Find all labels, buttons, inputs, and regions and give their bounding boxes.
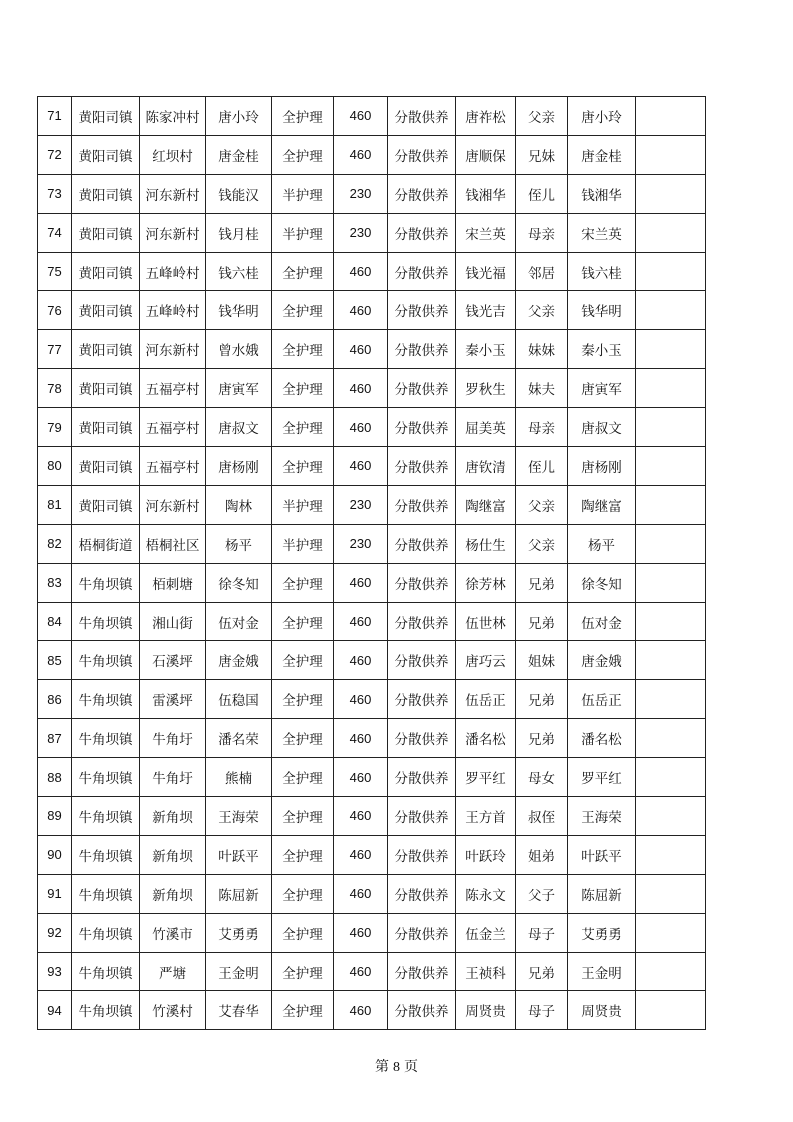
cell-name: 唐金娥 (206, 641, 272, 680)
cell-town: 黄阳司镇 (72, 174, 140, 213)
cell-village: 雷溪坪 (140, 680, 206, 719)
cell-support-mode: 分散供养 (388, 719, 456, 758)
cell-care-level: 全护理 (272, 97, 334, 136)
table-row (38, 369, 706, 408)
cell-guardian: 陶继富 (456, 485, 516, 524)
cell-amount: 460 (334, 758, 388, 797)
cell-note (636, 447, 706, 486)
cell-support-mode: 分散供养 (388, 991, 456, 1030)
cell-note (636, 291, 706, 330)
cell-town: 牛角坝镇 (72, 797, 140, 836)
cell-care-level: 全护理 (272, 680, 334, 719)
cell-support-mode: 分散供养 (388, 252, 456, 291)
cell-name: 伍稳国 (206, 680, 272, 719)
cell-relation: 父亲 (516, 485, 568, 524)
cell-support-mode: 分散供养 (388, 952, 456, 991)
cell-amount: 460 (334, 291, 388, 330)
cell-support-mode: 分散供养 (388, 291, 456, 330)
cell-name: 唐小玲 (206, 97, 272, 136)
cell-town: 牛角坝镇 (72, 874, 140, 913)
cell-name: 唐叔文 (206, 408, 272, 447)
cell-amount: 460 (334, 602, 388, 641)
cell-note (636, 97, 706, 136)
cell-care-level: 全护理 (272, 447, 334, 486)
cell-guardian: 唐祚松 (456, 97, 516, 136)
table-row (38, 913, 706, 952)
table-row (38, 524, 706, 563)
cell-payee: 周贤贵 (568, 991, 636, 1030)
cell-note (636, 563, 706, 602)
page-number: 8 (393, 1060, 400, 1075)
cell-village: 五福亭村 (140, 447, 206, 486)
cell-note (636, 952, 706, 991)
cell-guardian: 唐巧云 (456, 641, 516, 680)
cell-care-level: 全护理 (272, 874, 334, 913)
cell-name: 徐冬知 (206, 563, 272, 602)
cell-relation: 兄弟 (516, 680, 568, 719)
cell-town: 梧桐街道 (72, 524, 140, 563)
cell-name: 钱能汉 (206, 174, 272, 213)
cell-relation: 兄弟 (516, 952, 568, 991)
cell-support-mode: 分散供养 (388, 174, 456, 213)
cell-guardian: 钱湘华 (456, 174, 516, 213)
cell-support-mode: 分散供养 (388, 835, 456, 874)
cell-support-mode: 分散供养 (388, 524, 456, 563)
cell-relation: 父亲 (516, 97, 568, 136)
cell-no: 88 (38, 758, 72, 797)
cell-support-mode: 分散供养 (388, 602, 456, 641)
cell-payee: 钱华明 (568, 291, 636, 330)
cell-payee: 钱湘华 (568, 174, 636, 213)
cell-name: 唐寅军 (206, 369, 272, 408)
cell-relation: 母亲 (516, 213, 568, 252)
cell-town: 黄阳司镇 (72, 330, 140, 369)
cell-relation: 侄儿 (516, 447, 568, 486)
page-footer-prefix: 第 (375, 1059, 389, 1075)
table-row (38, 485, 706, 524)
cell-village: 竹溪村 (140, 991, 206, 1030)
cell-payee: 钱六桂 (568, 252, 636, 291)
cell-amount: 460 (334, 797, 388, 836)
cell-town: 牛角坝镇 (72, 913, 140, 952)
cell-name: 曾水娥 (206, 330, 272, 369)
cell-relation: 邻居 (516, 252, 568, 291)
cell-no: 81 (38, 485, 72, 524)
cell-no: 90 (38, 835, 72, 874)
cell-note (636, 408, 706, 447)
cell-town: 牛角坝镇 (72, 563, 140, 602)
table-row (38, 291, 706, 330)
cell-care-level: 全护理 (272, 758, 334, 797)
cell-no: 83 (38, 563, 72, 602)
cell-no: 77 (38, 330, 72, 369)
cell-payee: 王金明 (568, 952, 636, 991)
cell-support-mode: 分散供养 (388, 641, 456, 680)
cell-town: 牛角坝镇 (72, 719, 140, 758)
cell-relation: 侄儿 (516, 174, 568, 213)
cell-village: 新角坝 (140, 835, 206, 874)
cell-town: 黄阳司镇 (72, 213, 140, 252)
cell-no: 94 (38, 991, 72, 1030)
cell-village: 竹溪市 (140, 913, 206, 952)
cell-note (636, 797, 706, 836)
cell-amount: 460 (334, 641, 388, 680)
cell-relation: 母亲 (516, 408, 568, 447)
cell-relation: 兄妹 (516, 135, 568, 174)
cell-relation: 妹夫 (516, 369, 568, 408)
cell-no: 93 (38, 952, 72, 991)
cell-name: 杨平 (206, 524, 272, 563)
cell-support-mode: 分散供养 (388, 680, 456, 719)
cell-amount: 460 (334, 952, 388, 991)
cell-town: 黄阳司镇 (72, 485, 140, 524)
cell-guardian: 唐钦清 (456, 447, 516, 486)
cell-name: 潘名荣 (206, 719, 272, 758)
cell-no: 87 (38, 719, 72, 758)
cell-name: 唐金桂 (206, 135, 272, 174)
cell-note (636, 991, 706, 1030)
cell-village: 五峰岭村 (140, 291, 206, 330)
cell-village: 河东新村 (140, 174, 206, 213)
cell-amount: 460 (334, 680, 388, 719)
cell-village: 牛角圩 (140, 719, 206, 758)
cell-payee: 唐金桂 (568, 135, 636, 174)
cell-support-mode: 分散供养 (388, 408, 456, 447)
cell-relation: 父子 (516, 874, 568, 913)
cell-town: 黄阳司镇 (72, 447, 140, 486)
cell-amount: 460 (334, 97, 388, 136)
cell-amount: 460 (334, 369, 388, 408)
cell-no: 86 (38, 680, 72, 719)
cell-village: 石溪坪 (140, 641, 206, 680)
cell-relation: 兄弟 (516, 563, 568, 602)
cell-note (636, 174, 706, 213)
cell-relation: 妹妹 (516, 330, 568, 369)
cell-guardian: 周贤贵 (456, 991, 516, 1030)
cell-payee: 伍岳正 (568, 680, 636, 719)
cell-name: 伍对金 (206, 602, 272, 641)
cell-village: 牛角圩 (140, 758, 206, 797)
cell-guardian: 钱光吉 (456, 291, 516, 330)
cell-payee: 陶继富 (568, 485, 636, 524)
cell-village: 栢刺塘 (140, 563, 206, 602)
cell-payee: 秦小玉 (568, 330, 636, 369)
cell-care-level: 半护理 (272, 485, 334, 524)
cell-care-level: 全护理 (272, 719, 334, 758)
cell-amount: 460 (334, 330, 388, 369)
cell-village: 河东新村 (140, 213, 206, 252)
cell-care-level: 半护理 (272, 524, 334, 563)
cell-guardian: 伍金兰 (456, 913, 516, 952)
cell-note (636, 874, 706, 913)
cell-payee: 唐金娥 (568, 641, 636, 680)
cell-payee: 艾勇勇 (568, 913, 636, 952)
cell-town: 黄阳司镇 (72, 408, 140, 447)
cell-support-mode: 分散供养 (388, 874, 456, 913)
table-row (38, 952, 706, 991)
cell-relation: 叔侄 (516, 797, 568, 836)
cell-village: 河东新村 (140, 485, 206, 524)
cell-village: 严塘 (140, 952, 206, 991)
table-row (38, 563, 706, 602)
cell-no: 75 (38, 252, 72, 291)
cell-amount: 460 (334, 913, 388, 952)
cell-payee: 唐小玲 (568, 97, 636, 136)
cell-care-level: 全护理 (272, 369, 334, 408)
cell-name: 艾勇勇 (206, 913, 272, 952)
cell-care-level: 半护理 (272, 174, 334, 213)
cell-note (636, 835, 706, 874)
cell-note (636, 913, 706, 952)
cell-town: 牛角坝镇 (72, 641, 140, 680)
cell-no: 92 (38, 913, 72, 952)
cell-name: 陈屈新 (206, 874, 272, 913)
cell-relation: 姐弟 (516, 835, 568, 874)
cell-guardian: 潘名松 (456, 719, 516, 758)
cell-payee: 陈屈新 (568, 874, 636, 913)
cell-no: 71 (38, 97, 72, 136)
cell-guardian: 王方首 (456, 797, 516, 836)
cell-payee: 伍对金 (568, 602, 636, 641)
roster-body (38, 97, 706, 1030)
cell-guardian: 秦小玉 (456, 330, 516, 369)
cell-name: 艾春华 (206, 991, 272, 1030)
cell-no: 76 (38, 291, 72, 330)
cell-care-level: 全护理 (272, 330, 334, 369)
cell-care-level: 全护理 (272, 835, 334, 874)
cell-guardian: 罗秋生 (456, 369, 516, 408)
cell-guardian: 钱光福 (456, 252, 516, 291)
page-footer (0, 1056, 793, 1076)
cell-amount: 230 (334, 174, 388, 213)
cell-support-mode: 分散供养 (388, 913, 456, 952)
cell-support-mode: 分散供养 (388, 485, 456, 524)
cell-no: 89 (38, 797, 72, 836)
table-row (38, 408, 706, 447)
roster-table (37, 96, 706, 1030)
cell-note (636, 213, 706, 252)
cell-village: 河东新村 (140, 330, 206, 369)
cell-care-level: 全护理 (272, 913, 334, 952)
cell-name: 陶林 (206, 485, 272, 524)
cell-amount: 230 (334, 485, 388, 524)
table-row (38, 213, 706, 252)
cell-payee: 杨平 (568, 524, 636, 563)
cell-village: 红坝村 (140, 135, 206, 174)
cell-name: 唐杨刚 (206, 447, 272, 486)
cell-amount: 460 (334, 252, 388, 291)
cell-note (636, 369, 706, 408)
cell-town: 牛角坝镇 (72, 758, 140, 797)
cell-amount: 460 (334, 563, 388, 602)
cell-payee: 徐冬知 (568, 563, 636, 602)
cell-no: 82 (38, 524, 72, 563)
cell-town: 牛角坝镇 (72, 952, 140, 991)
cell-payee: 唐杨刚 (568, 447, 636, 486)
cell-care-level: 全护理 (272, 252, 334, 291)
table-row (38, 719, 706, 758)
cell-care-level: 全护理 (272, 602, 334, 641)
cell-name: 熊楠 (206, 758, 272, 797)
cell-note (636, 680, 706, 719)
table-row (38, 835, 706, 874)
cell-care-level: 全护理 (272, 952, 334, 991)
table-row (38, 874, 706, 913)
cell-guardian: 屈美英 (456, 408, 516, 447)
cell-no: 85 (38, 641, 72, 680)
table-row (38, 97, 706, 136)
cell-town: 牛角坝镇 (72, 602, 140, 641)
table-row (38, 797, 706, 836)
table-row (38, 758, 706, 797)
cell-amount: 460 (334, 991, 388, 1030)
cell-no: 78 (38, 369, 72, 408)
cell-note (636, 135, 706, 174)
table-row (38, 991, 706, 1030)
cell-care-level: 全护理 (272, 291, 334, 330)
cell-care-level: 全护理 (272, 641, 334, 680)
cell-name: 钱六桂 (206, 252, 272, 291)
cell-village: 新角坝 (140, 797, 206, 836)
cell-amount: 460 (334, 719, 388, 758)
cell-no: 84 (38, 602, 72, 641)
cell-village: 五福亭村 (140, 408, 206, 447)
table-row (38, 680, 706, 719)
cell-amount: 460 (334, 135, 388, 174)
cell-no: 72 (38, 135, 72, 174)
cell-care-level: 全护理 (272, 408, 334, 447)
table-row (38, 641, 706, 680)
cell-town: 黄阳司镇 (72, 97, 140, 136)
cell-no: 73 (38, 174, 72, 213)
table-row (38, 252, 706, 291)
cell-support-mode: 分散供养 (388, 447, 456, 486)
cell-town: 黄阳司镇 (72, 135, 140, 174)
cell-guardian: 王祯科 (456, 952, 516, 991)
cell-name: 王金明 (206, 952, 272, 991)
cell-payee: 唐叔文 (568, 408, 636, 447)
cell-support-mode: 分散供养 (388, 213, 456, 252)
table-row (38, 447, 706, 486)
cell-care-level: 全护理 (272, 135, 334, 174)
cell-town: 牛角坝镇 (72, 835, 140, 874)
cell-care-level: 半护理 (272, 213, 334, 252)
cell-village: 新角坝 (140, 874, 206, 913)
page-footer-suffix: 页 (404, 1059, 418, 1075)
cell-village: 湘山街 (140, 602, 206, 641)
cell-amount: 460 (334, 835, 388, 874)
cell-amount: 230 (334, 213, 388, 252)
cell-guardian: 叶跃玲 (456, 835, 516, 874)
cell-support-mode: 分散供养 (388, 797, 456, 836)
cell-support-mode: 分散供养 (388, 97, 456, 136)
cell-relation: 父亲 (516, 291, 568, 330)
cell-name: 叶跃平 (206, 835, 272, 874)
cell-town: 牛角坝镇 (72, 680, 140, 719)
cell-note (636, 602, 706, 641)
table-row (38, 174, 706, 213)
cell-support-mode: 分散供养 (388, 135, 456, 174)
cell-payee: 罗平红 (568, 758, 636, 797)
cell-guardian: 宋兰英 (456, 213, 516, 252)
cell-amount: 460 (334, 447, 388, 486)
cell-village: 五峰岭村 (140, 252, 206, 291)
cell-payee: 叶跃平 (568, 835, 636, 874)
cell-payee: 潘名松 (568, 719, 636, 758)
cell-note (636, 758, 706, 797)
cell-relation: 兄弟 (516, 719, 568, 758)
cell-guardian: 罗平红 (456, 758, 516, 797)
cell-town: 牛角坝镇 (72, 991, 140, 1030)
cell-support-mode: 分散供养 (388, 563, 456, 602)
cell-relation: 兄弟 (516, 602, 568, 641)
table-row (38, 330, 706, 369)
cell-note (636, 252, 706, 291)
cell-payee: 宋兰英 (568, 213, 636, 252)
cell-note (636, 524, 706, 563)
cell-no: 79 (38, 408, 72, 447)
cell-town: 黄阳司镇 (72, 369, 140, 408)
cell-no: 80 (38, 447, 72, 486)
cell-guardian: 伍岳正 (456, 680, 516, 719)
cell-relation: 母子 (516, 991, 568, 1030)
cell-support-mode: 分散供养 (388, 758, 456, 797)
table-row (38, 135, 706, 174)
cell-relation: 姐妹 (516, 641, 568, 680)
cell-note (636, 330, 706, 369)
cell-guardian: 伍世林 (456, 602, 516, 641)
cell-amount: 460 (334, 874, 388, 913)
cell-amount: 230 (334, 524, 388, 563)
cell-no: 74 (38, 213, 72, 252)
cell-guardian: 唐顺保 (456, 135, 516, 174)
cell-guardian: 徐芳林 (456, 563, 516, 602)
cell-care-level: 全护理 (272, 991, 334, 1030)
cell-guardian: 陈永文 (456, 874, 516, 913)
cell-guardian: 杨仕生 (456, 524, 516, 563)
cell-note (636, 641, 706, 680)
cell-no: 91 (38, 874, 72, 913)
cell-amount: 460 (334, 408, 388, 447)
cell-relation: 母子 (516, 913, 568, 952)
cell-care-level: 全护理 (272, 563, 334, 602)
cell-care-level: 全护理 (272, 797, 334, 836)
cell-support-mode: 分散供养 (388, 330, 456, 369)
cell-town: 黄阳司镇 (72, 291, 140, 330)
cell-relation: 父亲 (516, 524, 568, 563)
cell-payee: 唐寅军 (568, 369, 636, 408)
cell-village: 五福亭村 (140, 369, 206, 408)
cell-relation: 母女 (516, 758, 568, 797)
cell-name: 钱华明 (206, 291, 272, 330)
cell-note (636, 719, 706, 758)
cell-town: 黄阳司镇 (72, 252, 140, 291)
table-row (38, 602, 706, 641)
cell-note (636, 485, 706, 524)
cell-payee: 王海荣 (568, 797, 636, 836)
cell-village: 陈家冲村 (140, 97, 206, 136)
cell-name: 钱月桂 (206, 213, 272, 252)
cell-support-mode: 分散供养 (388, 369, 456, 408)
cell-name: 王海荣 (206, 797, 272, 836)
cell-village: 梧桐社区 (140, 524, 206, 563)
